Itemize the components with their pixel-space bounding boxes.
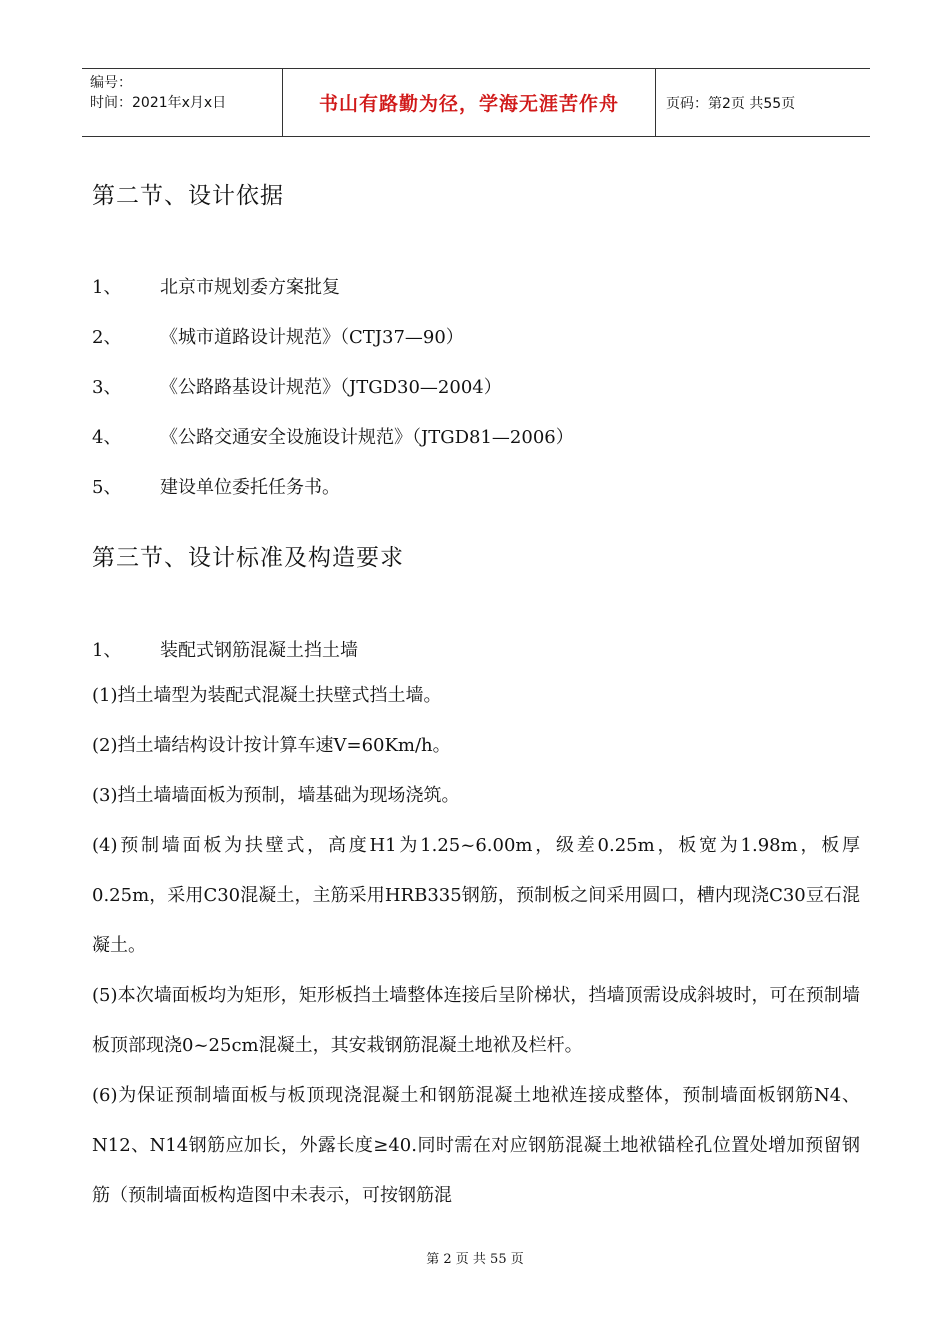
list-item-text: 建设单位委托任务书。 — [160, 477, 340, 498]
list-item-number: 3、 — [92, 377, 122, 398]
list-item-text: 装配式钢筋混凝土挡土墙 — [160, 640, 358, 661]
list-item-text: 《公路路基设计规范》（JTGD30—2004） — [160, 377, 502, 398]
list-item — [92, 373, 502, 399]
list-item-number: 2、 — [92, 327, 122, 348]
header-motto: 书山有路勤为径，学海无涯苦作舟 — [282, 69, 656, 136]
list-item — [92, 636, 358, 662]
header-page-info: 页码：第2页 共55页 — [666, 95, 796, 112]
list-item — [92, 323, 464, 349]
header-meta — [82, 69, 282, 136]
list-item-number: 4、 — [92, 427, 122, 448]
list-item — [92, 423, 574, 449]
page-header — [82, 68, 870, 137]
list-item-number: 1、 — [92, 277, 122, 298]
list-item-text: 北京市规划委方案批复 — [160, 277, 340, 298]
list-item — [92, 273, 340, 299]
paragraph: (3)挡土墙墙面板为预制，墙基础为现场浇筑。 — [92, 785, 460, 806]
list-item-number: 1、 — [92, 640, 122, 661]
paragraph: (5)本次墙面板均为矩形，矩形板挡土墙整体连接后呈阶梯状，挡墙顶需设成斜坡时，可在预制墙板顶部现浇0~25cm混凝土，其安栽钢筋混凝土地袱及栏杆。 — [92, 985, 860, 1056]
list-item-text: 《公路交通安全设施设计规范》（JTGD81—2006） — [160, 427, 574, 448]
time-label: 时间：2021年x月x日 — [90, 95, 227, 111]
paragraph: (2)挡土墙结构设计按计算车速V=60Km/h。 — [92, 735, 451, 756]
paragraph: (1)挡土墙型为装配式混凝土扶壁式挡土墙。 — [92, 685, 442, 706]
list-item-text: 《城市道路设计规范》（CTJ37—90） — [160, 327, 464, 348]
section-title: 第三节、设计标准及构造要求 — [92, 545, 404, 571]
paragraph: (4)预制墙面板为扶壁式，高度H1为1.25~6.00m，级差0.25m，板宽为1.98m，板厚0.25m，采用C30混凝土，主筋采用HRB335钢筋，预制板之间采用圆口，槽内现浇C30豆石混凝土。 — [92, 835, 860, 956]
list-item — [92, 473, 340, 499]
number-label: 编号： — [90, 75, 132, 91]
list-item-number: 5、 — [92, 477, 122, 498]
section-title: 第二节、设计依据 — [92, 183, 284, 209]
paragraph: (6)为保证预制墙面板与板顶现浇混凝土和钢筋混凝土地袱连接成整体，预制墙面板钢筋N4、N12、N14钢筋应加长，外露长度≥40.同时需在对应钢筋混凝土地袱锚栓孔位置处增加预留钢筋（预制墙面板构造图中未表示，可按钢筋混 — [92, 1085, 860, 1206]
page-footer: 第 2 页 共 55 页 — [426, 1252, 524, 1267]
